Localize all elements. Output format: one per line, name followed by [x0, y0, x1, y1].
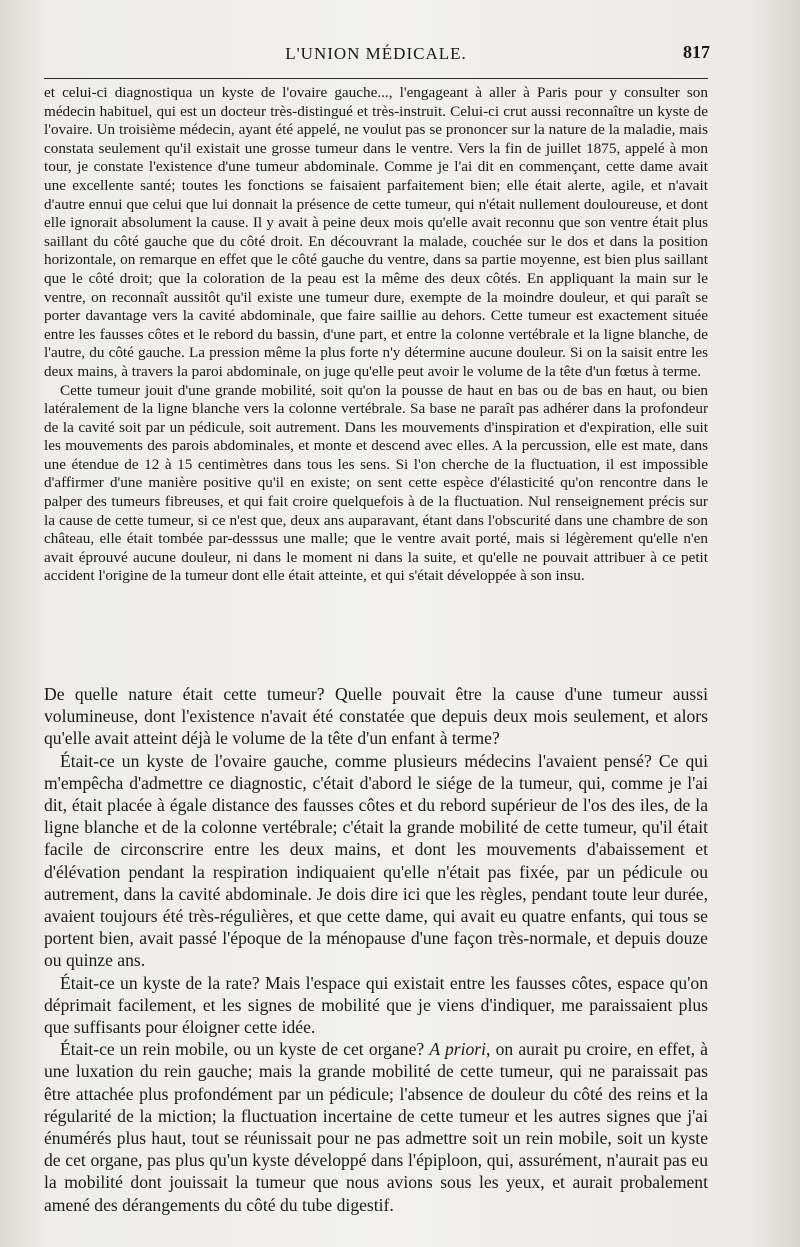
page-number: 817	[683, 42, 710, 62]
a-priori-italic: A priori	[429, 1039, 487, 1060]
discussion-p4-end: , on aurait pu croire, en effet, à une luxation du rein gauche; mais la grande mobilité de cette tumeur, qui ne paraissait pas être attachée plus profondément par un pédicule; l'absence de douleur du côté des reins et la régularité de la miction; la fluctuation incertaine de cette tumeur et les autres signes que j'ai énumérés plus haut, tout se réunissait pour ne pas admettre soit un rein mobile, soit un kyste de cet organe, pas plus qu'un kyste développé dans l'épiploon, qui, assurément, n'aurait pas eu la mobilité dont jouissait la tumeur que nous avions sous les yeux, et aurait probalement amené des dérangements du côté du tube digestif.	[44, 1039, 708, 1215]
discussion-paragraph-4	[44, 1038, 708, 1216]
discussion-p4-start: Était-ce un rein mobile, ou un kyste de cet organe?	[60, 1039, 430, 1060]
diagnostic-discussion	[44, 683, 708, 1216]
case-paragraph-1: et celui-ci diagnostiqua un kyste de l'ovaire gauche..., l'engageant à aller à Paris pour y consulter son médecin habituel, qui est un docteur très-distingué et très-instruit. Celui-ci crut aussi reconnaître un kyste de l'ovaire. Un troisième médecin, ayant été appelé, ne voulut pas se prononcer sur la nature de la maladie, mais constata seulement qu'il existait une grosse tumeur dans le ventre. Vers la fin de juillet 1875, appelé à mon tour, je constate l'existence d'une tumeur abdominale. Comme je l'ai dit en commençant, cette dame avait une excellente santé; toutes les fonctions se faisaient parfaitement bien; elle était alerte, agile, et n'avait d'autre ennui que celui que lui donnait la présence de cette tumeur, qui n'était nullement douloureuse, et dont elle ignorait absolument la cause. Il y avait à peine deux mois qu'elle avait reconnu que son ventre était plus saillant du côté gauche que du côté droit. En découvrant la malade, couchée sur le dos et dans la position horizontale, on remarque en effet que le côté gauche du ventre, dans sa partie moyenne, est bien plus saillant que le côté droit; que la coloration de la peau est la même des deux côtés. En appliquant la main sur le ventre, on reconnaît aussitôt qu'il existe une tumeur dure, exempte de la moindre douleur, et qui paraît se porter davantage vers la cavité abdominale, que faire saillie au dehors. Cette tumeur est exactement située entre les fausses côtes et le rebord du bassin, d'une part, et entre la colonne vertébrale et la ligne blanche, de l'autre, du côté gauche. La pression même la plus forte n'y détermine aucune douleur. Si on la saisit entre les deux mains, à travers la paroi abdominale, on juge qu'elle peut avoir le volume de la tête d'un fœtus à terme.	[44, 84, 708, 380]
discussion-paragraph-2: Était-ce un kyste de l'ovaire gauche, comme plusieurs médecins l'avaient pensé? Ce qui m'empêcha d'admettre ce diagnostic, c'était d'abord le siége de la tumeur, qui, comme je l'ai dit, était placée à égale distance des fausses côtes et du rebord supérieur de l'os des iles, de la ligne blanche et de la colonne vertébrale; c'était la grande mobilité de cette tumeur, qu'il était facile de circonscrire entre les deux mains, et dont les mouvements d'abaissement et d'élévation pendant la respiration indiquaient qu'elle n'était pas fixée, par un pédicule ou autrement, dans la cavité abdominale. Je dois dire ici que les règles, pendant toute leur durée, avaient toujours été très-régulières, et que cette dame, qui avait eu quatre enfants, qui tous se portent bien, avait passé l'époque de la ménopause d'une façon très-normale, et depuis douze ou quinze ans.	[44, 750, 708, 971]
case-description	[44, 84, 708, 586]
running-title: L'UNION MÉDICALE.	[285, 44, 467, 63]
discussion-paragraph-1: De quelle nature était cette tumeur? Quelle pouvait être la cause d'une tumeur aussi volumineuse, dont l'existence n'avait été constatée que depuis deux mois seulement, et alors qu'elle avait atteint déjà le volume de la tête d'un enfant à terme?	[44, 684, 708, 749]
case-paragraph-2: Cette tumeur jouit d'une grande mobilité, soit qu'on la pousse de haut en bas ou de bas en haut, ou bien latéralement de la ligne blanche vers la colonne vertébrale. Sa base ne paraît pas adhérer dans la profondeur de la cavité soit par un pédicule, soit autrement. Dans les mouvements d'inspiration et d'expiration, elle suit les mouvements des parois abdominales, et monte et descend avec elles. A la percussion, elle est mate, dans une étendue de 12 à 15 centimètres dans tous les sens. Si l'on cherche de la fluctuation, il est impossible d'affirmer d'une manière positive qu'il en existe; on sent cette espèce d'élasticité qu'on rencontre dans le palper des tumeurs fibreuses, et qui fait croire quelquefois à de la fluctuation. Nul renseignement précis sur la cause de cette tumeur, si ce n'est que, deux ans auparavant, étant dans l'obscurité dans une chambre de son château, elle était tombée par-desssus une malle; que le ventre avait porté, mais si légèrement qu'elle n'en avait éprouvé aucune douleur, ni dans le moment ni dans la suite, et qu'elle ne pouvait attribuer à ce petit accident l'origine de la tumeur dont elle était atteinte, et qui s'était développée à son insu.	[44, 381, 708, 585]
page-header	[44, 40, 708, 80]
discussion-paragraph-3: Était-ce un kyste de la rate? Mais l'espace qui existait entre les fausses côtes, espace qu'on déprimait facilement, et les signes de mobilité que je viens d'indiquer, me paraissaient plus que suffisants pour éloigner cette idée.	[44, 972, 708, 1038]
header-rule	[44, 78, 708, 79]
